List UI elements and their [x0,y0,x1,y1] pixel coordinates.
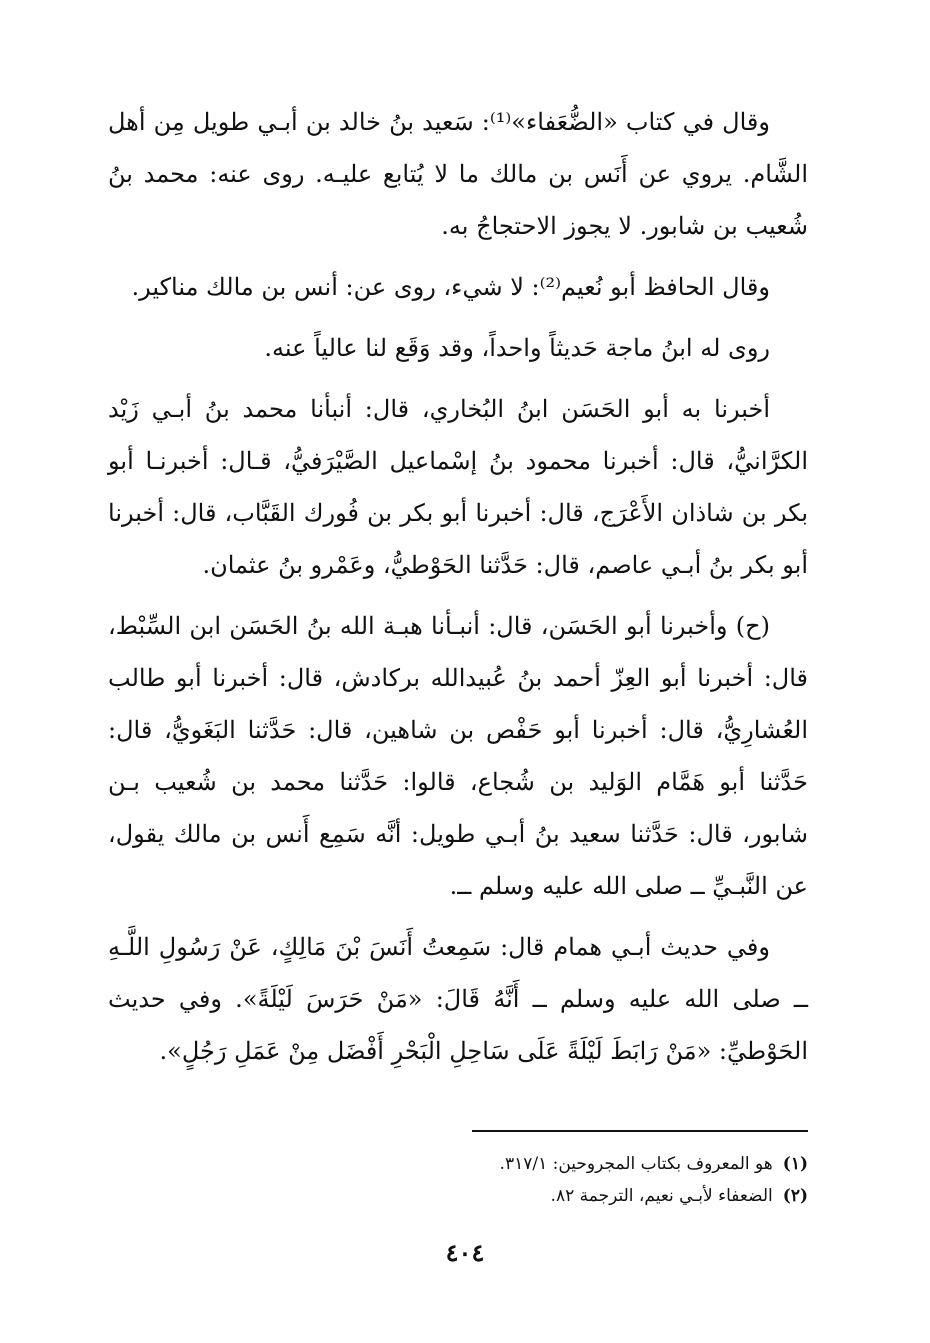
footnotes [108,1148,808,1212]
footnote-item [108,1148,808,1180]
footnote-text: الضعفاء لأبـي نعيم، الترجمة ٨٢. [550,1186,773,1206]
paragraph-weak-narrators: وقال في كتاب «الضُّعَفاء»⁽¹⁾: سَعيد بنُ خالد بن أبـي طويل مِن أهل الشَّام. يروي عن أَنَس بن مالك ما لا يُتابع عليـه. روى عنه: محمد بنُ شُعيب بن شابور. لا يجوز الاحتجاجُ به. [108,108,808,240]
paragraph-abu-nuaym: وقال الحافظ أبو نُعيم⁽²⁾: لا شيء، روى عن: أنس بن مالك مناكير. [131,273,770,301]
paragraph-isnad-1: أخبرنا به أبو الحَسَن ابنُ البُخاري، قال: أنبأنا محمد بنُ أبـي زَيْد الكرَّانيُّ، قال: أخبرنا محمود بنُ إسْماعيل الصَّيْرَفيُّ، قـال: أخبرنـا أبو بكر بن شاذان الأَعْرَج، قال: أخبرنا أبو بكر بن فُورك القَبَّاب، قال: أخبرنا أبو بكر بنُ أبـي عاصم، قال: حَدَّثنا الحَوْطيُّ، وعَمْرو بنُ عثمان. [108,395,808,579]
paragraph-hadith-text: وفي حديث أبـي همام قال: سَمِعتُ أَنَسَ بْنَ مَالِكٍ، عَنْ رَسُولِ اللَّـهِ ــ صلى الله عليه وسلم ــ أَنَّهُ قَالَ: «مَنْ حَرَسَ لَيْلَةً». وفي حديث الحَوْطيِّ: «مَنْ رَابَطَ لَيْلَةً عَلَى سَاحِلِ الْبَحْرِ أَفْضَل مِنْ عَمَلِ رَجُلٍ». [108,933,808,1065]
paragraph-ibn-majah: روى له ابنُ ماجة حَديثاً واحداً، وقد وَقَع لنا عالياً عنه. [264,334,770,362]
paragraph-isnad-2: (ح) وأخبرنا أبو الحَسَن، قال: أنبـأنا هبـة الله بنُ الحَسَن ابن السِّبْط، قال: أخبرنا أبو العِزّ أحمد بنُ عُبيدالله بركادش، قال: أخبرنا أبو طالب العُشارِيُّ، قال: أخبرنا أبو حَفْص بن شاهين، قال: حَدَّثنا البَغَويُّ، قال: حَدَّثنا أبو هَمَّام الوَليد بن شُجاع، قالوا: حَدَّثنا محمد بن شُعيب بـن شابور، قال: حَدَّثنا سعيد بنُ أبـي طويل: أنَّه سَمِع أَنس بن مالك يقول، عن النَّبـيِّ ــ صلى الله عليه وسلم ــ. [108,612,809,900]
footnote-number: (٢) [782,1186,808,1206]
footnote-number: (١) [782,1154,808,1174]
footnote-item [108,1180,808,1212]
footnote-text: هو المعروف بكتاب المجروحين: ٣١٧/١. [499,1154,773,1174]
footnote-divider [472,1130,808,1132]
page-number: ٤٠٤ [445,1238,485,1267]
